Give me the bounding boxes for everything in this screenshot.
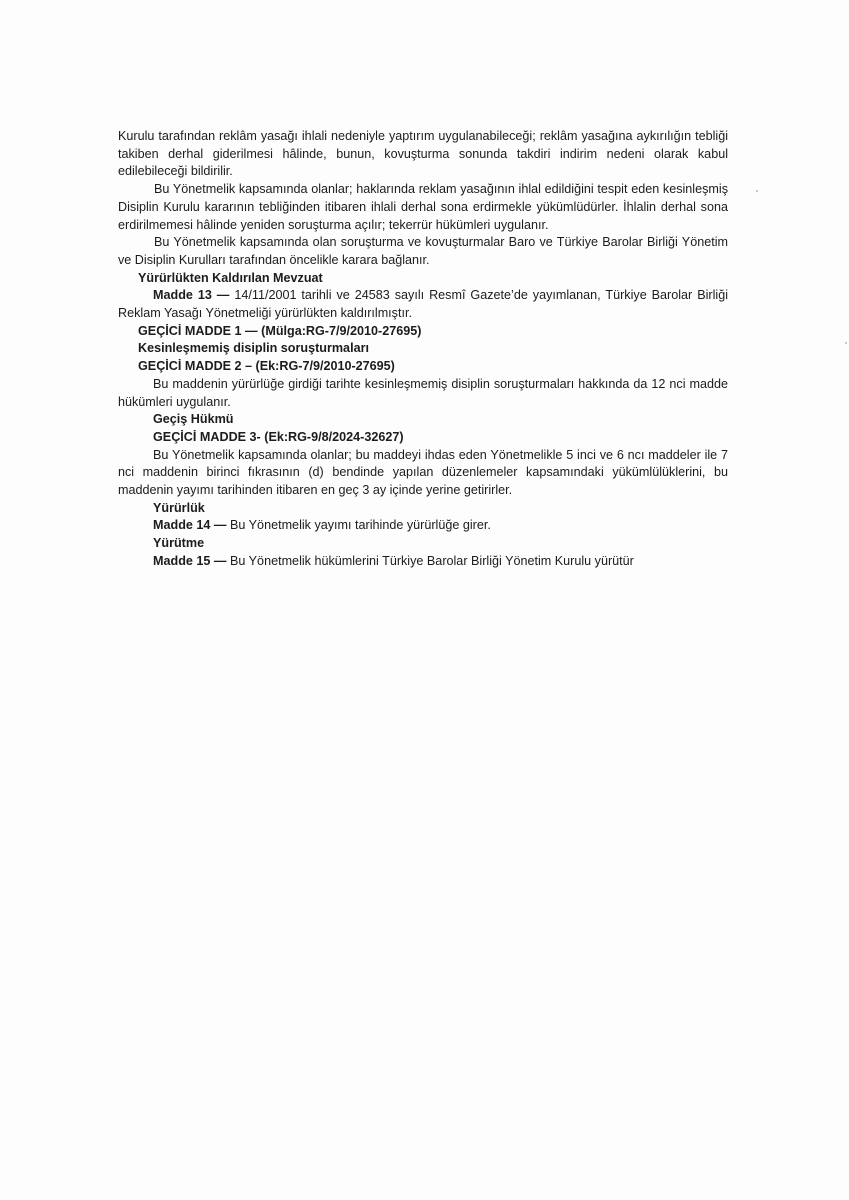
scan-speck — [845, 342, 847, 344]
document-body — [118, 128, 728, 571]
article-14-text: Bu Yönetmelik yayımı tarihinde yürürlüğe girer. — [229, 518, 491, 533]
effect-heading: Yürürlük — [153, 500, 205, 515]
article-15 — [118, 553, 728, 571]
provisional-article-1-heading: GEÇİCİ MADDE 1 — (Mülga:RG-7/9/2010-27695) — [138, 323, 422, 338]
paragraph-priority: Bu Yönetmelik kapsamında olan soruşturma ve kovuşturmalar Baro ve Türkiye Barolar Birliği Yönetim ve Disiplin Kurulları tarafından öncelikle karara bağlanır. — [118, 235, 728, 267]
provisional-article-3-heading: GEÇİCİ MADDE 3- (Ek:RG-9/8/2024-32627) — [153, 429, 404, 444]
paragraph-continuation: Kurulu tarafından reklâm yasağı ihlali nedeniyle yaptırım uygulanabileceği; reklâm yasağına aykırılığın tebliği takiben derhal giderilmesi hâlinde, bunun, kovuşturma sonunda takdiri indirim nedeni olarak kabul edilebileceği bildirilir. — [118, 129, 728, 179]
provisional-article-3-text: Bu Yönetmelik kapsamında olanlar; bu maddeyi ihdas eden Yönetmelikle 5 inci ve 6 ncı maddeler ile 7 nci maddenin birinci fıkrasının (d) bendinde yapılan düzenlemeler kapsamındaki yükümlülüklerini, bu maddenin yayımı tarihinden itibaren en geç 3 ay içinde yerine getirirler. — [118, 447, 728, 498]
article-15-text: Bu Yönetmelik hükümlerini Türkiye Barolar Birliği Yönetim Kurulu yürütür — [229, 553, 634, 568]
article-14-label: Madde 14 — — [153, 518, 227, 533]
article-13-label: Madde 13 — — [153, 288, 230, 303]
provisional-article-2-text: Bu maddenin yürürlüğe girdiği tarihte kesinleşmemiş disiplin soruşturmaları hakkında da 12 nci madde hükümleri uygulanır. — [118, 376, 728, 409]
paragraph-obligation: Bu Yönetmelik kapsamında olanlar; haklarında reklam yasağının ihlal edildiğini tespit eden kesinleşmiş Disiplin Kurulu kararının tebliğinden itibaren ihlali derhal sona erdirmekle yükümlüdürler. İhlalin derhal sona erdirilmemesi hâlinde yeniden soruşturma açılır; tekerrür hükümleri uygulanır. — [118, 182, 728, 232]
article-13 — [118, 287, 728, 322]
article-15-label: Madde 15 — — [153, 553, 227, 568]
article-13-text-first: 14/11/2001 tarihli ve 24583 sayılı Resmî Gazete’de yayımlanan, Türkiye Barolar Birliği Reklam Yasağı Yönetmeliği yürürlükten kaldırılmıştır. — [118, 288, 729, 321]
scan-speck — [756, 190, 758, 192]
repeal-heading: Yürürlükten Kaldırılan Mevzuat — [138, 270, 323, 285]
provisional-article-2-subheading: Kesinleşmemiş disiplin soruşturmaları — [138, 341, 369, 356]
execution-heading: Yürütme — [153, 536, 205, 551]
article-14 — [118, 517, 728, 535]
provisional-article-3-subheading: Geçiş Hükmü — [153, 412, 234, 427]
provisional-article-2-heading: GEÇİCİ MADDE 2 – (Ek:RG-7/9/2010-27695) — [138, 359, 395, 374]
